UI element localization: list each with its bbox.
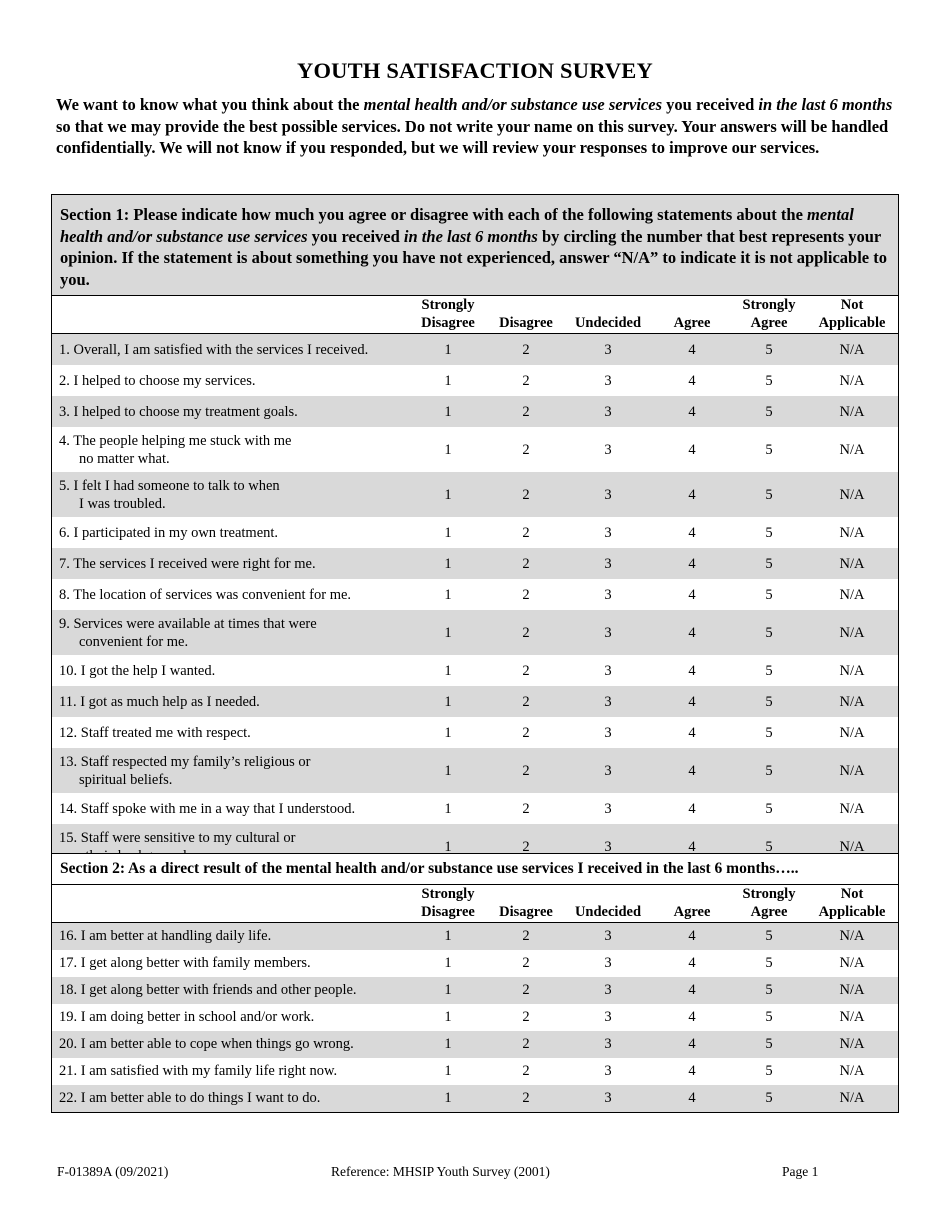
rating-na-option[interactable]: N/A	[839, 372, 865, 389]
strongly-disagree-header-line-2: Disagree	[421, 315, 475, 331]
rating-1-option[interactable]: 1	[444, 586, 452, 603]
rating-3-option[interactable]: 3	[604, 586, 612, 603]
disagree-header	[488, 314, 564, 332]
rating-1-option[interactable]: 1	[444, 1009, 452, 1025]
question-line-1: 22. I am better able to do things I want to do.	[59, 1090, 321, 1106]
rating-na-option[interactable]: N/A	[839, 724, 865, 741]
question-row	[52, 717, 898, 748]
section-2-column-header-slot	[52, 885, 898, 923]
rating-1-option[interactable]: 1	[444, 524, 452, 541]
undecided-header	[564, 903, 652, 921]
agree-header-line-1: Agree	[673, 903, 711, 920]
reference-note: Reference: MHSIP Youth Survey (2001)	[331, 1164, 550, 1179]
rating-5-option[interactable]: 5	[765, 441, 773, 458]
question-line-2: I was troubled.	[79, 495, 166, 512]
undecided-header	[564, 314, 652, 332]
strongly-disagree-header-line-1: Strongly	[421, 885, 475, 902]
rating-2-option[interactable]: 2	[522, 555, 530, 572]
rating-4-option[interactable]: 4	[688, 724, 696, 741]
question-row	[52, 686, 898, 717]
rating-3-option[interactable]: 3	[604, 982, 612, 998]
question-text	[52, 615, 408, 651]
question-row	[52, 610, 898, 655]
form-number: F-01389A (09/2021)	[57, 1164, 169, 1179]
question-text	[52, 403, 408, 421]
question-row	[52, 365, 898, 396]
rating-4-option[interactable]: 4	[688, 1009, 696, 1025]
rating-2-option[interactable]: 2	[522, 762, 530, 779]
rating-1-option[interactable]: 1	[444, 441, 452, 458]
question-line-1: 5. I felt I had someone to talk to when	[59, 477, 280, 494]
rating-1-option[interactable]: 1	[444, 955, 452, 971]
section-1-emphasis-services: mental health and/or substance use services	[60, 205, 854, 246]
question-row	[52, 655, 898, 686]
survey-title: YOUTH SATISFACTION SURVEY	[297, 58, 653, 83]
question-line-1: 3. I helped to choose my treatment goals.	[59, 403, 298, 420]
disagree-header	[488, 903, 564, 921]
intro-text-2: you received	[662, 95, 759, 114]
rating-4-option[interactable]: 4	[688, 693, 696, 710]
rating-1-option[interactable]: 1	[444, 1090, 452, 1106]
section-1-rows	[52, 334, 898, 869]
rating-5-option[interactable]: 5	[765, 372, 773, 389]
question-text	[52, 372, 408, 390]
intro-emphasis-services: mental health and/or substance use services	[363, 95, 663, 114]
rating-2-option[interactable]: 2	[522, 982, 530, 998]
rating-4-option[interactable]: 4	[688, 1063, 696, 1079]
rating-3-option[interactable]: 3	[604, 955, 612, 971]
rating-5-option[interactable]: 5	[765, 662, 773, 679]
strongly-disagree-header-line-2: Disagree	[421, 903, 475, 920]
rating-3-option[interactable]: 3	[604, 486, 612, 503]
not-applicable-header-line-1: Not	[840, 297, 864, 313]
rating-1-option[interactable]: 1	[444, 341, 452, 358]
rating-na-option[interactable]: N/A	[839, 441, 865, 458]
rating-1-option[interactable]: 1	[444, 693, 452, 710]
rating-5-option[interactable]: 5	[765, 838, 773, 855]
column-header-row	[52, 296, 898, 334]
rating-na-option[interactable]: N/A	[839, 1009, 865, 1025]
rating-na-option[interactable]: N/A	[839, 624, 865, 641]
question-text	[52, 555, 408, 573]
rating-4-option[interactable]: 4	[688, 403, 696, 420]
rating-2-option[interactable]: 2	[522, 524, 530, 541]
rating-4-option[interactable]: 4	[688, 928, 696, 944]
strongly-disagree-header	[408, 296, 488, 332]
rating-4-option[interactable]: 4	[688, 486, 696, 503]
question-text	[52, 753, 408, 789]
rating-2-option[interactable]: 2	[522, 624, 530, 641]
question-text	[52, 1035, 408, 1053]
section-1-text-3: by circling the number that best represents your opinion. If the statement is about something you have not experienced, answer “N/A” to indicate it is not applicable to you.	[60, 226, 887, 289]
rating-1-option[interactable]: 1	[444, 1036, 452, 1052]
section-1-text-2: you received	[307, 226, 404, 246]
question-line-1: 4. The people helping me stuck with me	[59, 432, 292, 449]
intro-text-3: so that we may provide the best possible services. Do not write your name on this survey. Your answers will be handled confidentially. We will not know if you responded, but we will review your responses to improve our services.	[56, 116, 889, 157]
rating-na-option[interactable]: N/A	[839, 662, 865, 679]
rating-3-option[interactable]: 3	[604, 1036, 612, 1052]
rating-2-option[interactable]: 2	[522, 341, 530, 358]
rating-2-option[interactable]: 2	[522, 1009, 530, 1025]
undecided-header-line-1: Undecided	[574, 315, 642, 331]
strongly-disagree-header-line-1: Strongly	[421, 297, 475, 313]
rating-1-option[interactable]: 1	[444, 624, 452, 641]
question-row	[52, 548, 898, 579]
rating-5-option[interactable]: 5	[765, 555, 773, 572]
rating-5-option[interactable]: 5	[765, 693, 773, 710]
question-row	[52, 1058, 898, 1085]
rating-5-option[interactable]: 5	[765, 403, 773, 420]
rating-na-option[interactable]: N/A	[839, 1090, 865, 1106]
question-line-1: 10. I got the help I wanted.	[59, 662, 216, 679]
rating-3-option[interactable]: 3	[604, 624, 612, 641]
question-line-1: 8. The location of services was convenient for me.	[59, 586, 352, 603]
question-line-1: 14. Staff spoke with me in a way that I understood.	[59, 800, 356, 817]
rating-2-option[interactable]: 2	[522, 1063, 530, 1079]
rating-5-option[interactable]: 5	[765, 586, 773, 603]
rating-5-option[interactable]: 5	[765, 486, 773, 503]
rating-2-option[interactable]: 2	[522, 955, 530, 971]
strongly-agree-header-line-1: Strongly	[742, 297, 796, 313]
rating-5-option[interactable]: 5	[765, 955, 773, 971]
question-line-1: 13. Staff respected my family’s religious or	[59, 753, 311, 770]
rating-4-option[interactable]: 4	[688, 624, 696, 641]
question-row	[52, 1085, 898, 1112]
question-line-2: no matter what.	[79, 450, 170, 467]
rating-na-option[interactable]: N/A	[839, 555, 865, 572]
rating-5-option[interactable]: 5	[765, 1090, 773, 1106]
question-text	[52, 662, 408, 680]
rating-na-option[interactable]: N/A	[839, 586, 865, 603]
strongly-agree-header-line-1: Strongly	[742, 885, 796, 902]
section-2-rows	[52, 923, 898, 1112]
question-line-1: 11. I got as much help as I needed.	[59, 693, 260, 710]
rating-3-option[interactable]: 3	[604, 838, 612, 855]
rating-4-option[interactable]: 4	[688, 1090, 696, 1106]
rating-3-option[interactable]: 3	[604, 524, 612, 541]
not-applicable-header	[806, 885, 898, 921]
question-text	[52, 477, 408, 513]
agree-header	[652, 314, 732, 332]
question-text	[52, 724, 408, 742]
rating-1-option[interactable]: 1	[444, 982, 452, 998]
disagree-header-line-1: Disagree	[499, 903, 553, 920]
question-line-2: convenient for me.	[79, 633, 189, 650]
rating-na-option[interactable]: N/A	[839, 982, 865, 998]
strongly-agree-header-line-2: Agree	[750, 903, 788, 920]
section-1-text-1: Section 1: Please indicate how much you agree or disagree with each of the following statements about the	[60, 205, 808, 224]
rating-4-option[interactable]: 4	[688, 800, 696, 817]
not-applicable-header-line-2: Applicable	[818, 903, 886, 920]
rating-1-option[interactable]: 1	[444, 555, 452, 572]
rating-2-option[interactable]: 2	[522, 586, 530, 603]
rating-2-option[interactable]: 2	[522, 724, 530, 741]
rating-1-option[interactable]: 1	[444, 724, 452, 741]
question-row	[52, 977, 898, 1004]
question-text	[52, 1089, 408, 1107]
rating-2-option[interactable]: 2	[522, 1090, 530, 1106]
question-line-1: 16. I am better at handling daily life.	[59, 928, 272, 944]
intro-paragraph	[56, 94, 906, 159]
rating-5-option[interactable]: 5	[765, 724, 773, 741]
rating-3-option[interactable]: 3	[604, 441, 612, 458]
question-line-1: 6. I participated in my own treatment.	[59, 524, 279, 541]
question-text	[52, 524, 408, 542]
question-line-1: 15. Staff were sensitive to my cultural or	[59, 829, 296, 846]
question-text	[52, 432, 408, 468]
rating-3-option[interactable]: 3	[604, 1063, 612, 1079]
rating-3-option[interactable]: 3	[604, 662, 612, 679]
rating-4-option[interactable]: 4	[688, 524, 696, 541]
rating-5-option[interactable]: 5	[765, 341, 773, 358]
question-row	[52, 748, 898, 793]
rating-na-option[interactable]: N/A	[839, 403, 865, 420]
intro-emphasis-period: in the last 6 months	[758, 95, 893, 114]
section-1-emphasis-period: in the last 6 months	[403, 226, 538, 246]
not-applicable-header-line-1: Not	[840, 885, 864, 902]
strongly-agree-header-line-2: Agree	[750, 315, 788, 331]
agree-header	[652, 903, 732, 921]
question-line-1: 1. Overall, I am satisfied with the services I received.	[59, 341, 369, 358]
rating-5-option[interactable]: 5	[765, 524, 773, 541]
rating-2-option[interactable]: 2	[522, 372, 530, 389]
intro-text-1: We want to know what you think about the	[56, 95, 364, 114]
question-row	[52, 579, 898, 610]
strongly-agree-header	[732, 885, 806, 921]
question-text	[52, 981, 408, 999]
rating-5-option[interactable]: 5	[765, 1036, 773, 1052]
rating-1-option[interactable]: 1	[444, 928, 452, 944]
rating-5-option[interactable]: 5	[765, 928, 773, 944]
question-row	[52, 396, 898, 427]
rating-4-option[interactable]: 4	[688, 555, 696, 572]
rating-4-option[interactable]: 4	[688, 372, 696, 389]
rating-1-option[interactable]: 1	[444, 800, 452, 817]
rating-1-option[interactable]: 1	[444, 403, 452, 420]
rating-2-option[interactable]: 2	[522, 838, 530, 855]
question-row	[52, 334, 898, 365]
question-line-1: 19. I am doing better in school and/or work.	[59, 1009, 315, 1025]
rating-4-option[interactable]: 4	[688, 955, 696, 971]
rating-3-option[interactable]: 3	[604, 555, 612, 572]
question-line-1: 7. The services I received were right for me.	[59, 555, 316, 572]
rating-4-option[interactable]: 4	[688, 1036, 696, 1052]
strongly-disagree-header	[408, 885, 488, 921]
question-text	[52, 341, 408, 359]
rating-3-option[interactable]: 3	[604, 800, 612, 817]
question-row	[52, 1031, 898, 1058]
rating-1-option[interactable]: 1	[444, 486, 452, 503]
rating-4-option[interactable]: 4	[688, 586, 696, 603]
question-line-1: 18. I get along better with friends and other people.	[59, 982, 357, 998]
rating-5-option[interactable]: 5	[765, 1009, 773, 1025]
question-row	[52, 793, 898, 824]
rating-5-option[interactable]: 5	[765, 800, 773, 817]
rating-5-option[interactable]: 5	[765, 762, 773, 779]
rating-na-option[interactable]: N/A	[839, 838, 865, 855]
rating-na-option[interactable]: N/A	[839, 762, 865, 779]
rating-na-option[interactable]: N/A	[839, 693, 865, 710]
question-line-1: 21. I am satisfied with my family life right now.	[59, 1063, 338, 1079]
not-applicable-header-line-2: Applicable	[818, 315, 886, 331]
question-line-1: 9. Services were available at times that were	[59, 615, 317, 632]
question-line-2: spiritual beliefs.	[79, 771, 173, 788]
section-2-table	[51, 853, 899, 1113]
question-row	[52, 950, 898, 977]
question-line-1: 20. I am better able to cope when things go wrong.	[59, 1036, 354, 1052]
rating-5-option[interactable]: 5	[765, 624, 773, 641]
question-text	[52, 927, 408, 945]
rating-1-option[interactable]: 1	[444, 838, 452, 855]
page-number: Page 1	[782, 1164, 819, 1179]
rating-3-option[interactable]: 3	[604, 724, 612, 741]
question-row	[52, 923, 898, 950]
rating-3-option[interactable]: 3	[604, 1090, 612, 1106]
rating-2-option[interactable]: 2	[522, 403, 530, 420]
section-1-instructions	[52, 195, 898, 296]
rating-1-option[interactable]: 1	[444, 762, 452, 779]
rating-na-option[interactable]: N/A	[839, 1063, 865, 1079]
rating-2-option[interactable]: 2	[522, 486, 530, 503]
rating-4-option[interactable]: 4	[688, 982, 696, 998]
section-1-table	[51, 194, 899, 870]
column-header-row	[52, 885, 898, 923]
rating-3-option[interactable]: 3	[604, 341, 612, 358]
rating-4-option[interactable]: 4	[688, 838, 696, 855]
rating-2-option[interactable]: 2	[522, 1036, 530, 1052]
strongly-agree-header	[732, 296, 806, 332]
rating-3-option[interactable]: 3	[604, 403, 612, 420]
rating-3-option[interactable]: 3	[604, 928, 612, 944]
undecided-header-line-1: Undecided	[574, 903, 642, 920]
rating-2-option[interactable]: 2	[522, 693, 530, 710]
rating-na-option[interactable]: N/A	[839, 486, 865, 503]
question-row	[52, 427, 898, 472]
rating-na-option[interactable]: N/A	[839, 955, 865, 971]
rating-5-option[interactable]: 5	[765, 1063, 773, 1079]
disagree-header-line-1: Disagree	[499, 315, 553, 331]
rating-2-option[interactable]: 2	[522, 800, 530, 817]
rating-4-option[interactable]: 4	[688, 441, 696, 458]
rating-3-option[interactable]: 3	[604, 1009, 612, 1025]
rating-na-option[interactable]: N/A	[839, 928, 865, 944]
rating-4-option[interactable]: 4	[688, 762, 696, 779]
rating-2-option[interactable]: 2	[522, 662, 530, 679]
rating-2-option[interactable]: 2	[522, 441, 530, 458]
question-row	[52, 517, 898, 548]
rating-1-option[interactable]: 1	[444, 662, 452, 679]
rating-3-option[interactable]: 3	[604, 693, 612, 710]
rating-na-option[interactable]: N/A	[839, 524, 865, 541]
question-text	[52, 1008, 408, 1026]
section-2-heading: Section 2: As a direct result of the mental health and/or substance use services I received in the last 6 months…..	[52, 854, 898, 885]
not-applicable-header	[806, 296, 898, 332]
rating-na-option[interactable]: N/A	[839, 1036, 865, 1052]
question-text	[52, 954, 408, 972]
question-text	[52, 1062, 408, 1080]
rating-na-option[interactable]: N/A	[839, 341, 865, 358]
question-row	[52, 472, 898, 517]
rating-2-option[interactable]: 2	[522, 928, 530, 944]
rating-4-option[interactable]: 4	[688, 662, 696, 679]
question-text	[52, 586, 408, 604]
rating-4-option[interactable]: 4	[688, 341, 696, 358]
question-line-1: 17. I get along better with family members.	[59, 955, 311, 971]
rating-5-option[interactable]: 5	[765, 982, 773, 998]
agree-header-line-1: Agree	[673, 315, 711, 331]
question-line-1: 2. I helped to choose my services.	[59, 372, 256, 389]
rating-1-option[interactable]: 1	[444, 1063, 452, 1079]
rating-3-option[interactable]: 3	[604, 762, 612, 779]
rating-1-option[interactable]: 1	[444, 372, 452, 389]
rating-na-option[interactable]: N/A	[839, 800, 865, 817]
rating-3-option[interactable]: 3	[604, 372, 612, 389]
question-text	[52, 693, 408, 711]
question-line-1: 12. Staff treated me with respect.	[59, 724, 251, 741]
question-text	[52, 800, 408, 818]
section-1-column-header-slot	[52, 296, 898, 334]
question-row	[52, 1004, 898, 1031]
